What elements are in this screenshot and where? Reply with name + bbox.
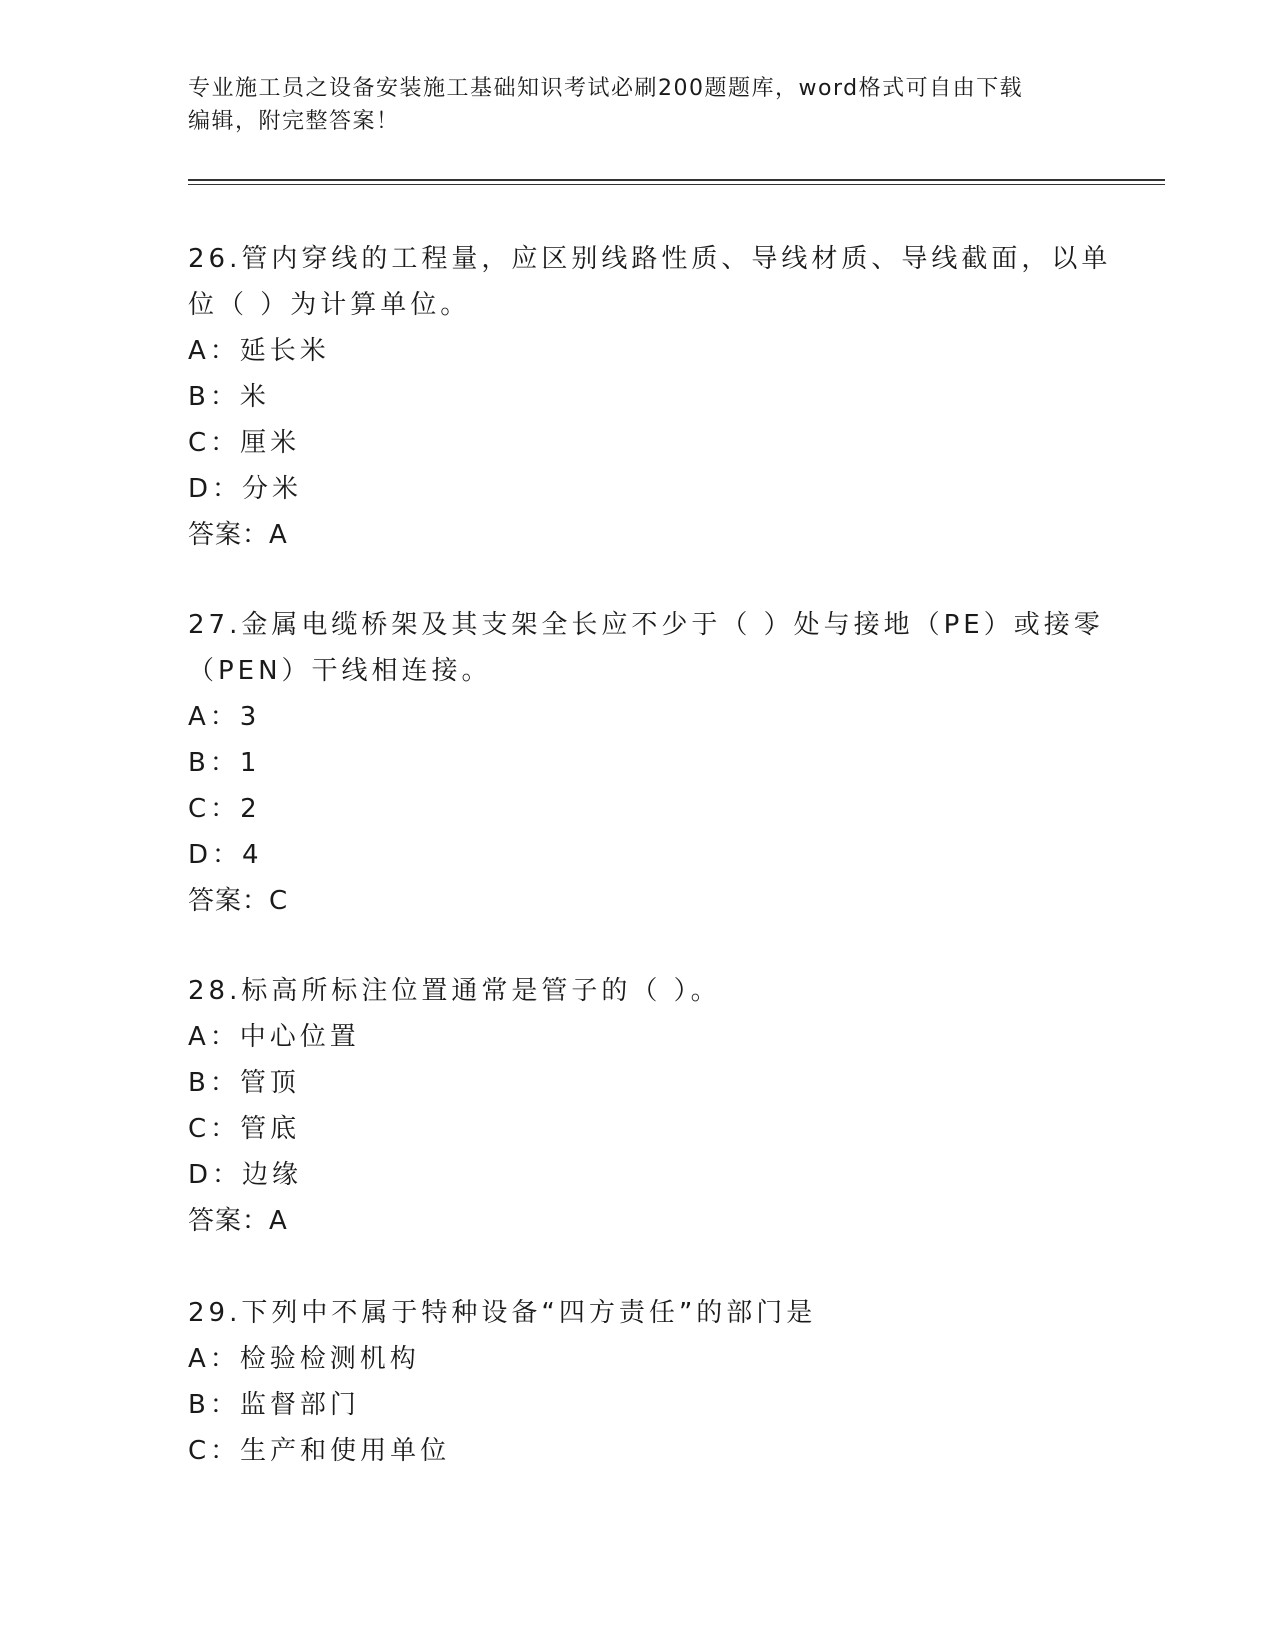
question-stem: （PEN）干线相连接。 [188, 656, 492, 686]
option-d: D：4 [188, 840, 263, 870]
header-divider-thin [188, 184, 1165, 185]
question-27 [188, 602, 1104, 924]
option-a: A：3 [188, 702, 261, 732]
option-c: C：厘米 [188, 428, 301, 458]
option-a: A：检验检测机构 [188, 1344, 420, 1374]
option-c: C：生产和使用单位 [188, 1436, 451, 1466]
header-line-2: 编辑，附完整答案！ [188, 109, 400, 134]
question-26 [188, 236, 1112, 558]
option-a: A：中心位置 [188, 1022, 360, 1052]
header-line-1: 专业施工员之设备安装施工基础知识考试必刷200题题库，word格式可自由下载 [188, 76, 1024, 101]
question-stem: 位（ ）为计算单位。 [188, 290, 471, 320]
question-29 [188, 1290, 1088, 1474]
option-d: D：分米 [188, 474, 303, 504]
option-b: B：米 [188, 382, 270, 412]
answer: 答案：A [188, 1206, 288, 1236]
header-divider-thick [188, 179, 1165, 181]
option-b: B：监督部门 [188, 1390, 360, 1420]
option-a: A：延长米 [188, 336, 330, 366]
option-c: C：2 [188, 794, 261, 824]
option-c: C：管底 [188, 1114, 301, 1144]
document-header [188, 72, 1068, 138]
option-b: B：管顶 [188, 1068, 300, 1098]
question-stem: 28.标高所标注位置通常是管子的（ ）。 [188, 976, 721, 1006]
answer: 答案：A [188, 520, 288, 550]
question-28 [188, 968, 1088, 1244]
question-stem: 26.管内穿线的工程量，应区别线路性质、导线材质、导线截面，以单 [188, 244, 1112, 274]
option-d: D：边缘 [188, 1160, 303, 1190]
option-b: B：1 [188, 748, 261, 778]
question-stem: 29.下列中不属于特种设备“四方责任”的部门是 [188, 1298, 817, 1328]
question-stem: 27.金属电缆桥架及其支架全长应不少于（ ）处与接地（PE）或接零 [188, 610, 1104, 640]
answer: 答案：C [188, 886, 289, 916]
